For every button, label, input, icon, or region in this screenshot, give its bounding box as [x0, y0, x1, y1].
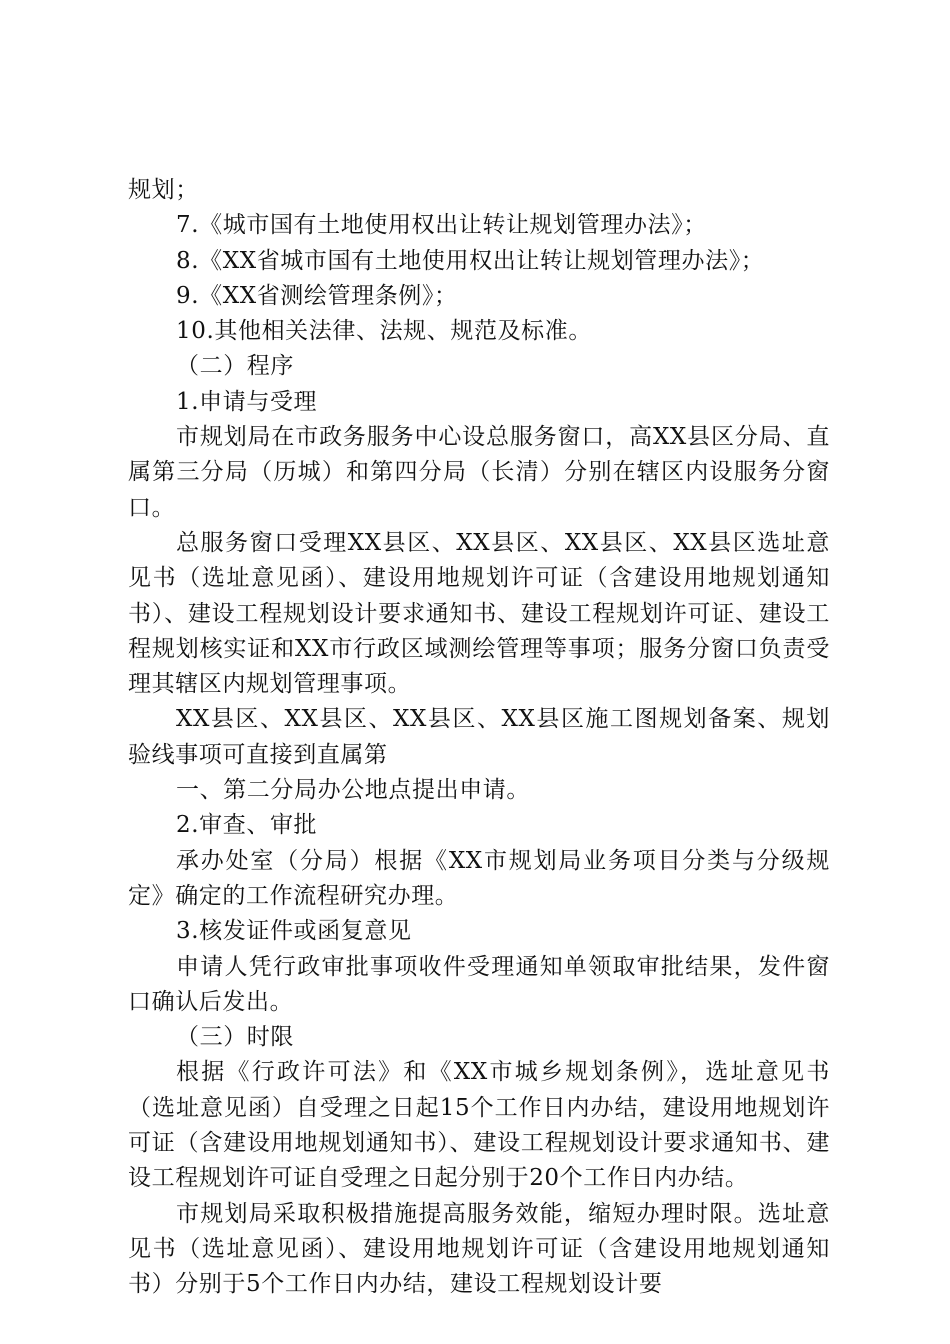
- document-body: [128, 173, 830, 1303]
- paragraph-item-10: 10.其他相关法律、法规、规范及标准。: [176, 318, 592, 345]
- paragraph-item-8: 8.《XX省城市国有土地使用权出让转让规划管理办法》；: [176, 247, 765, 274]
- paragraph-item-9: 9.《XX省测绘管理条例》；: [176, 282, 458, 309]
- paragraph-review: 承办处室（分局）根据《XX市规划局业务项目分类与分级规定》确定的工作流程研究办理。: [128, 847, 830, 909]
- paragraph-time-limit: 根据《行政许可法》和《XX市城乡规划条例》，选址意见书（选址意见函）自受理之日起15个工作日内办结，建设用地规划许可证（含建设用地规划通知书）、建设工程规划设计要求通知书、建设工程规划许可证自受理之日起分别于20个工作日内办结。: [128, 1059, 830, 1192]
- paragraph-filing-continued: 一、第二分局办公地点提出申请。: [176, 777, 530, 804]
- subheading-issuance: 3.核发证件或函复意见: [176, 918, 412, 945]
- paragraph-filing: XX县区、XX县区、XX县区、XX县区施工图规划备案、规划验线事项可直接到直属第: [128, 706, 830, 768]
- paragraph-issuance: 申请人凭行政审批事项收件受理通知单领取审批结果，发件窗口确认后发出。: [128, 953, 830, 1015]
- section-heading-time-limit: （三）时限: [176, 1024, 294, 1051]
- subheading-review: 2.审查、审批: [176, 812, 318, 839]
- section-heading-procedure: （二）程序: [176, 353, 294, 380]
- paragraph-main-window: 总服务窗口受理XX县区、XX县区、XX县区、XX县区选址意见书（选址意见函）、建设用地规划许可证（含建设用地规划通知书）、建设工程规划设计要求通知书、建设工程规划许可证、建设工程规划核实证和XX市行政区域测绘管理等事项；服务分窗口负责受理其辖区内规划管理事项。: [128, 529, 830, 698]
- paragraph-continuation: 规划；: [128, 177, 199, 203]
- paragraph-item-7: 7.《城市国有土地使用权出让转让规划管理办法》；: [176, 212, 707, 239]
- paragraph-efficiency: 市规划局采取积极措施提高服务效能，缩短办理时限。选址意见书（选址意见函）、建设用地规划许可证（含建设用地规划通知书）分别于5个工作日内办结，建设工程规划设计要: [128, 1200, 830, 1298]
- paragraph-service-windows: 市规划局在市政务服务中心设总服务窗口，高XX县区分局、直属第三分局（历城）和第四分局（长清）分别在辖区内设服务分窗口。: [128, 424, 830, 521]
- subheading-application: 1.申请与受理: [176, 388, 318, 415]
